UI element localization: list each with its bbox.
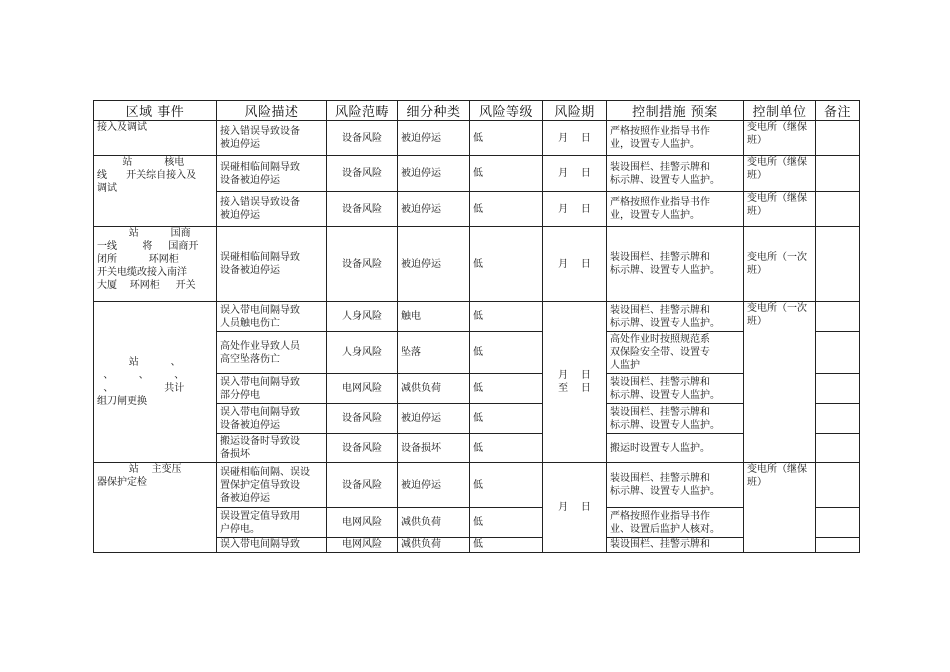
control-cell: 搬运时设置专人监护。 [607,434,744,463]
risk-level-cell: 低 [470,374,543,404]
event-cell: 站 主变压 器保护定检 [94,463,217,553]
risk-level-cell: 低 [470,508,543,538]
control-cell: 严格按照作业指导书作 业，设置专人监护。 [607,192,744,227]
table-row [94,227,860,302]
control-cell: 装设围栏、挂警示牌和 标示牌、设置专人监护。 [607,302,744,332]
risk-desc-cell: 误碰相临间隔导致 设备被迫停运 [217,156,327,192]
control-unit-cell: 变电所（继保 班） [744,463,816,553]
risk-level-cell: 低 [470,463,543,508]
sub-type-cell: 被迫停运 [398,404,470,434]
risk-desc-cell: 误碰相临间隔、误设 置保护定值导致设 备被迫停运 [217,463,327,508]
risk-period-cell: 月 日 [543,227,607,302]
control-cell: 装设围栏、挂警示牌和 标示牌、设置专人监护。 [607,156,744,192]
control-unit-cell: 变电所（继保 班） [744,121,816,156]
risk-scope-cell: 人身风险 [327,332,398,374]
sub-type-cell: 设备损坏 [398,434,470,463]
remark-cell [816,156,860,192]
risk-desc-cell: 误入带电间隔导致 设备被迫停运 [217,404,327,434]
risk-period-cell: 月 日 [543,156,607,192]
control-cell: 装设围栏、挂警示牌和 标示牌、设置专人监护。 [607,463,744,508]
sub-type-cell: 被迫停运 [398,463,470,508]
risk-scope-cell: 设备风险 [327,121,398,156]
sub-type-cell: 被迫停运 [398,192,470,227]
risk-scope-cell: 设备风险 [327,227,398,302]
risk-desc-cell: 搬运设备时导致设 备损坏 [217,434,327,463]
risk-table-sheet [93,100,859,553]
risk-period-cell: 月 日 [543,463,607,553]
risk-desc-cell: 误碰相临间隔导致 设备被迫停运 [217,227,327,302]
control-unit-cell: 变电所（继保 班） [744,192,816,227]
table-row [94,121,860,156]
risk-scope-cell: 人身风险 [327,302,398,332]
risk-level-cell: 低 [470,192,543,227]
header-risk-scope: 风险范畴 [327,101,398,121]
header-sub-type: 细分种类 [398,101,470,121]
risk-period-cell: 月 日 [543,192,607,227]
control-cell: 严格按照作业指导书作 业、设置后监护人核对。 [607,508,744,538]
risk-desc-cell: 误入带电间隔导致 人员触电伤亡 [217,302,327,332]
sub-type-cell: 被迫停运 [398,121,470,156]
header-remark: 备注 [816,101,860,121]
sub-type-cell: 被迫停运 [398,227,470,302]
table-row [94,302,860,332]
remark-cell [816,332,860,374]
header-risk-period: 风险期 [543,101,607,121]
sub-type-cell: 坠落 [398,332,470,374]
event-cell: 站 、 、 、 、 、 共计 组刀闸更换 [94,302,217,463]
remark-cell [816,192,860,227]
risk-table [93,100,860,553]
risk-scope-cell: 设备风险 [327,463,398,508]
risk-scope-cell: 电网风险 [327,508,398,538]
risk-scope-cell: 设备风险 [327,434,398,463]
control-cell: 装设围栏、挂警示牌和 标示牌、设置专人监护。 [607,227,744,302]
remark-cell [816,121,860,156]
header-risk-desc: 风险描述 [217,101,327,121]
risk-level-cell: 低 [470,434,543,463]
risk-desc-cell: 误入带电间隔导致 部分停电 [217,374,327,404]
event-cell: 站 国商 一线 将 国商开 闭所 环网柜 开关电缆改接入南洋 大厦 环网柜 开关 [94,227,217,302]
remark-cell [816,463,860,508]
control-unit-cell: 变电所（继保 班） [744,156,816,192]
remark-cell [816,538,860,553]
risk-desc-cell: 误入带电间隔导致 [217,538,327,553]
risk-scope-cell: 设备风险 [327,192,398,227]
header-control: 控制措施 预案 [607,101,744,121]
risk-scope-cell: 设备风险 [327,404,398,434]
risk-level-cell: 低 [470,538,543,553]
sub-type-cell: 被迫停运 [398,156,470,192]
control-cell: 装设围栏、挂警示牌和 标示牌、设置专人监护。 [607,404,744,434]
risk-level-cell: 低 [470,227,543,302]
table-row [94,156,860,192]
control-cell: 装设围栏、挂警示牌和 标示牌、设置专人监护。 [607,374,744,404]
risk-level-cell: 低 [470,156,543,192]
risk-level-cell: 低 [470,332,543,374]
control-unit-cell: 变电所（一次 班） [744,302,816,463]
remark-cell [816,374,860,404]
risk-period-cell: 月 日 至 日 [543,302,607,463]
risk-desc-cell: 接入错误导致设备 被迫停运 [217,121,327,156]
header-area-event: 区域 事件 [94,101,217,121]
risk-level-cell: 低 [470,404,543,434]
table-row [94,463,860,508]
risk-scope-cell: 设备风险 [327,156,398,192]
control-cell: 高处作业时按照规范系 双保险安全带、设置专 人监护 [607,332,744,374]
risk-desc-cell: 接入错误导致设备 被迫停运 [217,192,327,227]
remark-cell [816,404,860,434]
sub-type-cell: 减供负荷 [398,374,470,404]
sub-type-cell: 减供负荷 [398,508,470,538]
remark-cell [816,302,860,332]
risk-desc-cell: 高处作业导致人员 高空坠落伤亡 [217,332,327,374]
header-row [94,101,860,121]
risk-scope-cell: 电网风险 [327,538,398,553]
control-cell: 严格按照作业指导书作 业，设置专人监护。 [607,121,744,156]
header-risk-level: 风险等级 [470,101,543,121]
remark-cell [816,434,860,463]
risk-period-cell: 月 日 [543,121,607,156]
control-cell: 装设围栏、挂警示牌和 [607,538,744,553]
event-cell: 接入及调试 [94,121,217,156]
sub-type-cell: 减供负荷 [398,538,470,553]
remark-cell [816,508,860,538]
risk-level-cell: 低 [470,302,543,332]
sub-type-cell: 触电 [398,302,470,332]
risk-desc-cell: 误设置定值导致用 户停电。 [217,508,327,538]
risk-scope-cell: 电网风险 [327,374,398,404]
header-control-unit: 控制单位 [744,101,816,121]
event-cell: 站 核电 线 开关综自接入及 调试 [94,156,217,227]
remark-cell [816,227,860,302]
risk-level-cell: 低 [470,121,543,156]
control-unit-cell: 变电所（一次 班） [744,227,816,302]
